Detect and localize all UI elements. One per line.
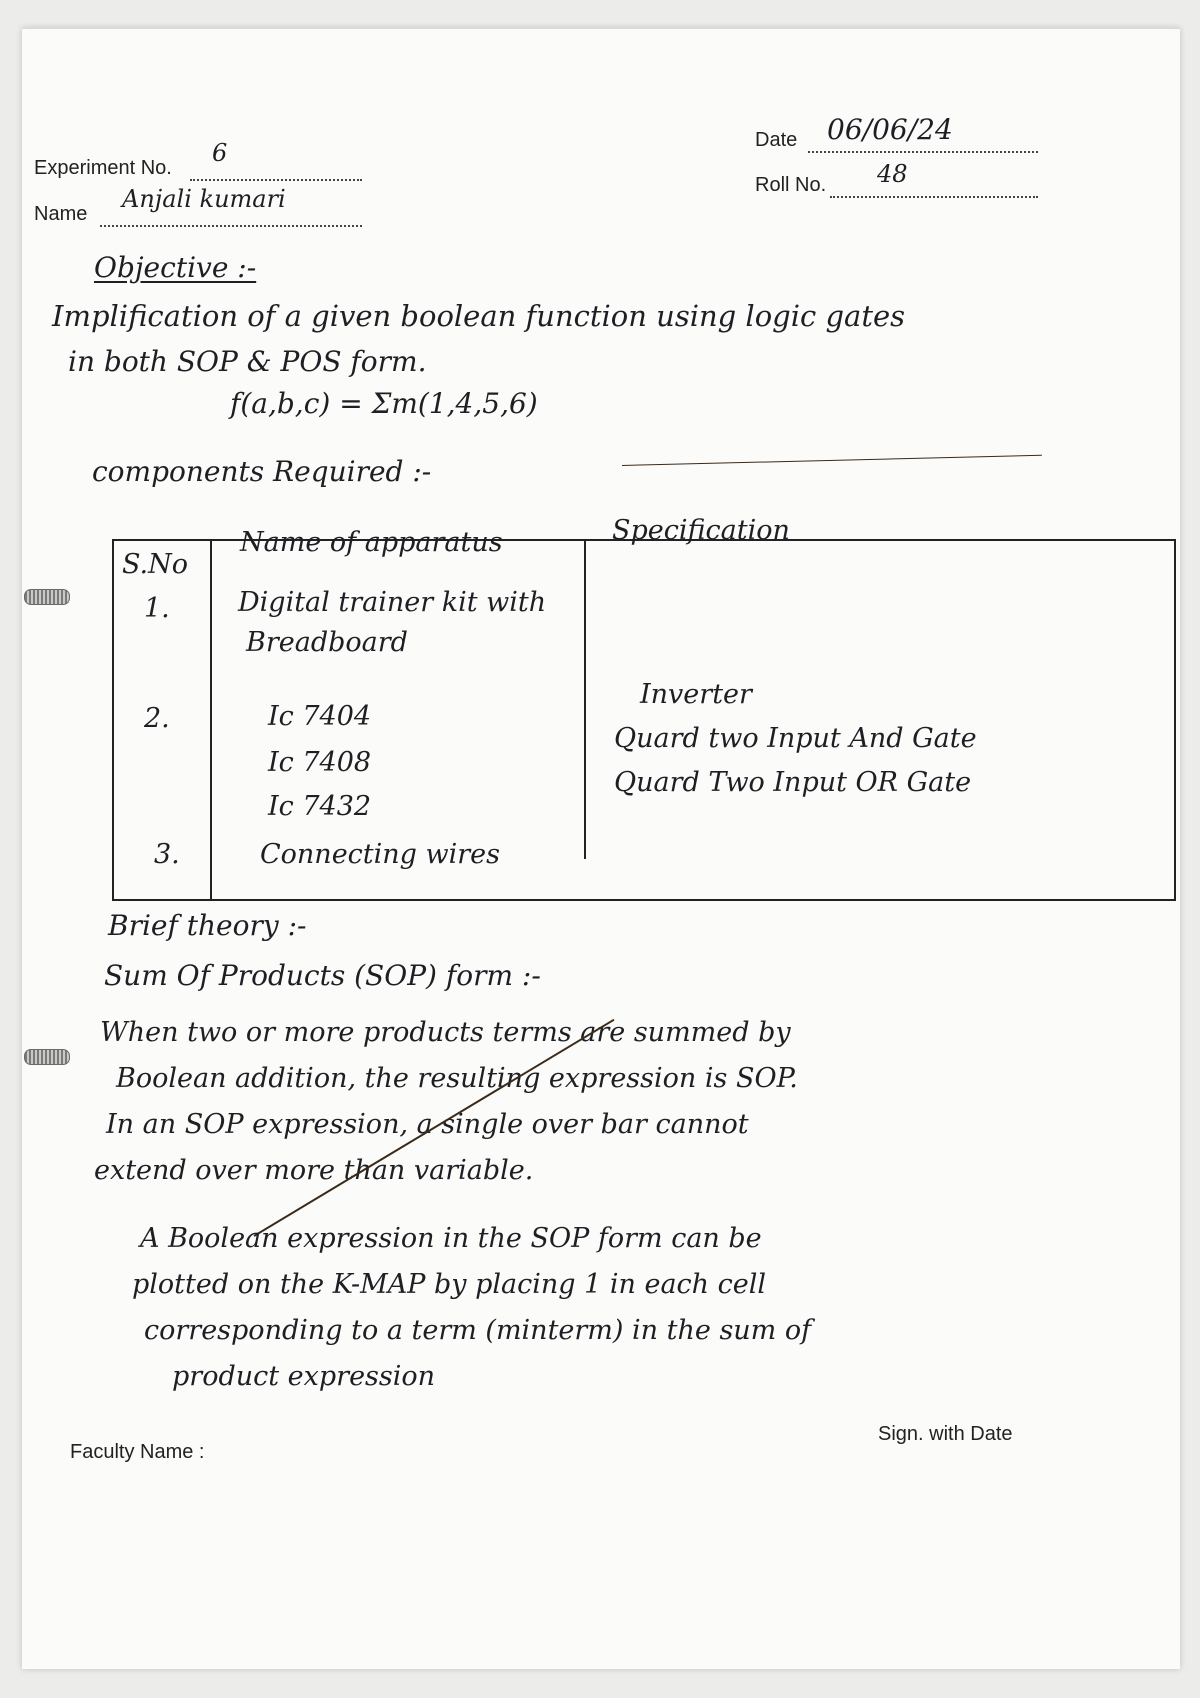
roll-label: Roll No.	[755, 174, 827, 196]
lab-record-page	[22, 28, 1180, 1669]
column-header-spec: Specification	[612, 515, 790, 546]
name-label: Name	[34, 203, 88, 225]
objective-line: Implification of a given boolean function using logic gates	[52, 299, 906, 333]
name-dotline	[100, 225, 362, 227]
theory-line: product expression	[172, 1361, 436, 1392]
date-dotline	[808, 151, 1038, 153]
theory-line: plotted on the K-MAP by placing 1 in each cell	[132, 1269, 767, 1300]
faculty-name-label: Faculty Name :	[70, 1441, 205, 1463]
roll-dotline	[830, 196, 1038, 198]
row-spec: Inverter	[640, 679, 752, 710]
binder-ring-icon	[22, 1045, 74, 1067]
row-name: Breadboard	[246, 627, 408, 658]
row-name: Ic 7432	[268, 791, 372, 822]
row-sno: 1.	[144, 593, 170, 624]
table-column-divider	[210, 541, 212, 899]
sop-subheading: Sum Of Products (SOP) form :-	[104, 959, 541, 992]
roll-value: 48	[877, 160, 908, 188]
experiment-value: 6	[212, 139, 228, 167]
theory-line: extend over more than variable.	[94, 1155, 534, 1186]
row-spec: Quard two Input And Gate	[614, 723, 977, 754]
theory-heading: Brief theory :-	[108, 909, 307, 942]
column-header-name: Name of apparatus	[240, 527, 503, 558]
row-name: Ic 7404	[268, 701, 372, 732]
name-value: Anjali kumari	[122, 185, 286, 213]
theory-line: Boolean addition, the resulting expression is SOP.	[116, 1063, 798, 1094]
row-name: Ic 7408	[268, 747, 372, 778]
row-name: Digital trainer kit with	[238, 587, 547, 618]
row-name: Connecting wires	[260, 839, 501, 870]
sign-with-date-label: Sign. with Date	[878, 1423, 1013, 1445]
components-heading: components Required :-	[92, 455, 432, 488]
table-column-divider	[584, 541, 586, 859]
row-sno: 3.	[154, 839, 180, 870]
row-sno: 2.	[144, 703, 170, 734]
objective-line: in both SOP & POS form.	[68, 345, 427, 378]
objective-heading: Objective :-	[94, 251, 257, 284]
theory-line: In an SOP expression, a single over bar cannot	[106, 1109, 749, 1140]
experiment-label: Experiment No.	[34, 157, 172, 179]
components-table	[112, 515, 1176, 901]
theory-line: When two or more products terms are summed by	[100, 1017, 791, 1048]
theory-line: corresponding to a term (minterm) in the sum of	[144, 1315, 812, 1346]
date-value: 06/06/24	[827, 113, 953, 146]
experiment-dotline	[190, 179, 362, 181]
column-header-sno: S.No	[122, 549, 188, 580]
date-label: Date	[755, 129, 798, 151]
table-top-line	[622, 455, 1042, 466]
boolean-function: f(a,b,c) = Σm(1,4,5,6)	[230, 387, 538, 420]
row-spec: Quard Two Input OR Gate	[614, 767, 972, 798]
binder-ring-icon	[22, 585, 74, 607]
theory-line: A Boolean expression in the SOP form can be	[140, 1223, 762, 1254]
